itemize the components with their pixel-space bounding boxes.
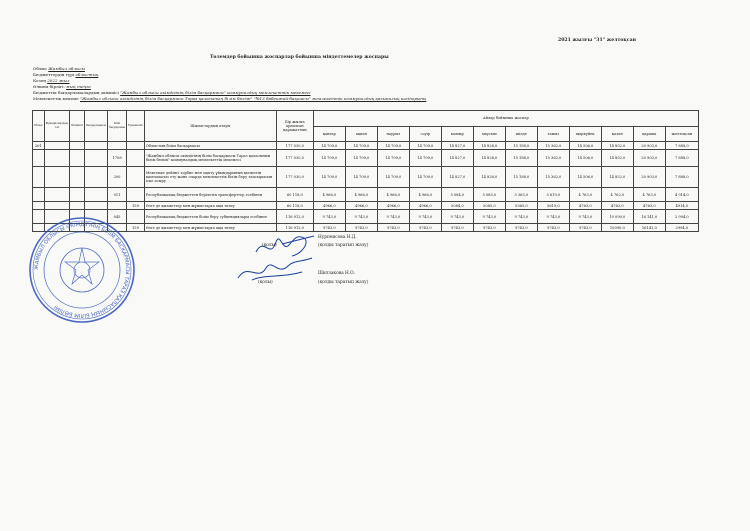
monthly-value: 14 709,0 xyxy=(409,142,441,150)
meta-label: Бюджеттік бағдарламалардың әкімшісі xyxy=(33,90,119,95)
annual-total: 60 118,0 xyxy=(276,188,313,202)
classification-code xyxy=(127,142,145,150)
month-header: тамыз xyxy=(537,126,569,142)
svg-text:ЖАМБЫЛ ОБЛЫСЫ ӘКІМДІГІНІҢ БІЛІ xyxy=(34,222,130,318)
monthly-value: 14 852,0 xyxy=(601,142,633,150)
table-row xyxy=(33,150,699,167)
classification-code: 011 xyxy=(108,188,127,202)
meta-label: Өлшем бірлігі: xyxy=(33,84,65,89)
monthly-value: 4966,0 xyxy=(377,202,409,210)
meta-region xyxy=(33,66,85,71)
monthly-value: 14 827,0 xyxy=(441,167,473,188)
monthly-value: 14 709,0 xyxy=(377,142,409,150)
monthly-value: 14 709,0 xyxy=(409,150,441,167)
meta-period xyxy=(33,78,70,83)
monthly-value: 15 188,0 xyxy=(505,150,537,167)
month-header: мамыр xyxy=(441,126,473,142)
meta-budget-type xyxy=(33,72,98,77)
monthly-value: 20 903,0 xyxy=(633,167,665,188)
classification-code xyxy=(70,188,85,202)
monthly-value: 7 888,0 xyxy=(665,150,698,167)
classification-code xyxy=(33,202,45,210)
expense-name: Облыстың білім басқармасы xyxy=(144,142,276,150)
official-stamp xyxy=(27,216,137,324)
annual-total: 60 118,0 xyxy=(276,202,313,210)
monthly-value: 5619,0 xyxy=(537,202,569,210)
monthly-value: 14 506,0 xyxy=(569,150,601,167)
signer-2-decode-caption: (қолды таратып жазу) xyxy=(318,280,369,285)
meta-value: "Жамбыл облысы әкімдігінің білім басқармасы" коммуналдық мемлекеттік мекемесі xyxy=(120,90,311,95)
monthly-value: 14 506,0 xyxy=(569,167,601,188)
signer-1-name: Нурпеисова Н.Д. xyxy=(318,235,357,240)
monthly-value: 14 709,0 xyxy=(409,167,441,188)
month-header: қыркүйек xyxy=(569,126,601,142)
monthly-value: 14 852,0 xyxy=(601,150,633,167)
column-header: Бағдарламасы xyxy=(85,111,108,142)
classification-code xyxy=(44,142,69,150)
monthly-value: 9 743,0 xyxy=(345,210,377,224)
classification-code xyxy=(70,202,85,210)
monthly-value: 14 852,0 xyxy=(601,167,633,188)
monthly-value: 10090,0 xyxy=(601,224,633,232)
classification-code xyxy=(70,167,85,188)
stamp-ring-text: ЖАМБЫЛ ОБЛЫСЫ ӘКІМДІГІНІҢ БІЛІМ БАСҚАРМАСЫ ТАРАЗ ҚАЛАСЫНЫҢ БІЛІМ БӨЛІМІ xyxy=(33,221,131,319)
monthly-value: 4763,0 xyxy=(569,202,601,210)
meta-label: Бюджеттердің түрі xyxy=(33,72,75,77)
meta-label: Кезең xyxy=(33,78,46,83)
month-header: маусым xyxy=(473,126,505,142)
monthly-value: 14 828,0 xyxy=(473,142,505,150)
monthly-value: 4762,0 xyxy=(601,202,633,210)
monthly-value: 5 085,0 xyxy=(473,188,505,202)
classification-code xyxy=(85,202,108,210)
monthly-value: 4966,0 xyxy=(409,202,441,210)
monthly-value: 9743,0 xyxy=(505,224,537,232)
classification-code: 159 xyxy=(127,224,145,232)
classification-code xyxy=(85,167,108,188)
signer-1-decode-caption: (қолды таратып жазу) xyxy=(318,243,369,248)
meta-label: Мемлекеттік мекеме xyxy=(33,96,79,101)
column-header-total: Бір жылға арналған қаражаттың xyxy=(276,111,313,142)
classification-code xyxy=(70,150,85,167)
meta-value: "Жамбыл облысы әкімдігінің білім басқармасы Тараз қаласының білім бөлімі" "№13 бөбекжай-бақшасы" мемлекеттік коммуналдық қазыналық кәсіпорыны xyxy=(80,96,427,101)
monthly-value: 9743,0 xyxy=(345,224,377,232)
monthly-value: 5 619,0 xyxy=(537,188,569,202)
monthly-value: 5 084,0 xyxy=(441,188,473,202)
monthly-value: 14 709,0 xyxy=(345,142,377,150)
monthly-value: 5085,0 xyxy=(473,202,505,210)
monthly-value: 4 966,0 xyxy=(345,188,377,202)
monthly-value: 5 365,0 xyxy=(505,188,537,202)
month-header: қазан xyxy=(601,126,633,142)
classification-code: 045 xyxy=(108,210,127,224)
monthly-value: 7 888,0 xyxy=(665,142,698,150)
expense-name: Республикалық бюджеттен білім беру субвенциялары есебінен xyxy=(144,210,276,224)
monthly-value: 9743,0 xyxy=(569,224,601,232)
classification-code: 200 xyxy=(108,167,127,188)
monthly-value: 15 362,0 xyxy=(537,142,569,150)
classification-code xyxy=(127,167,145,188)
monthly-value: 14 827,0 xyxy=(441,142,473,150)
meta-value: 2022 жыл xyxy=(47,78,70,83)
monthly-value: 14 709,0 xyxy=(345,150,377,167)
monthly-value: 9 743,0 xyxy=(441,210,473,224)
column-header: Ерекшелік xyxy=(127,111,145,142)
classification-code xyxy=(108,142,127,150)
classification-code xyxy=(33,150,45,167)
monthly-value: 16141,0 xyxy=(633,224,665,232)
expense-name: Өзге де қызметтер мен жұмыстарға ақы төлеу xyxy=(144,202,276,210)
monthly-value: 15 188,0 xyxy=(505,167,537,188)
monthly-value: 9 743,0 xyxy=(377,210,409,224)
table-row xyxy=(33,202,699,210)
monthly-value: 5365,0 xyxy=(505,202,537,210)
monthly-value: 16 141,0 xyxy=(633,210,665,224)
signer-2-sign-caption: (қолы) xyxy=(258,280,273,285)
monthly-value: 15 362,0 xyxy=(537,167,569,188)
month-header: ақпан xyxy=(345,126,377,142)
classification-code xyxy=(44,150,69,167)
monthly-value: 14 709,0 xyxy=(377,167,409,188)
monthly-value: 4763,0 xyxy=(633,202,665,210)
classification-code xyxy=(33,167,45,188)
monthly-value: 7 888,0 xyxy=(665,167,698,188)
table-row xyxy=(33,188,699,202)
monthly-value: 4 763,0 xyxy=(569,188,601,202)
classification-code xyxy=(33,188,45,202)
monthly-value: 4914,0 xyxy=(665,202,698,210)
monthly-value: 2994,0 xyxy=(665,224,698,232)
classification-code xyxy=(108,202,127,210)
monthly-value: 14 709,0 xyxy=(313,167,345,188)
classification-code xyxy=(85,150,108,167)
column-header-months-group: Айлар бойынша жоспар xyxy=(313,111,698,127)
classification-code xyxy=(44,188,69,202)
table-row xyxy=(33,167,699,188)
classification-code xyxy=(70,142,85,150)
column-header-name: Шығыстардың атауы xyxy=(144,111,276,142)
monthly-value: 9 743,0 xyxy=(473,210,505,224)
monthly-value: 14 828,0 xyxy=(473,167,505,188)
monthly-value: 9743,0 xyxy=(409,224,441,232)
classification-code xyxy=(44,202,69,210)
monthly-value: 4 966,0 xyxy=(409,188,441,202)
plan-table xyxy=(32,110,699,232)
approval-date: 2021 жылғы "31" желтоқсан xyxy=(558,38,636,43)
monthly-value: 4 966,0 xyxy=(377,188,409,202)
monthly-value: 14 827,0 xyxy=(441,150,473,167)
classification-code: 159 xyxy=(127,202,145,210)
monthly-value: 15 188,0 xyxy=(505,142,537,150)
monthly-value: 20 903,0 xyxy=(633,142,665,150)
annual-total: 116 912,0 xyxy=(276,210,313,224)
monthly-value: 4 763,0 xyxy=(633,188,665,202)
table-header-row xyxy=(33,111,699,127)
meta-label: Облыс xyxy=(33,66,47,71)
meta-value: облыстық xyxy=(75,72,99,77)
column-header: Облыс xyxy=(33,111,45,142)
signature-2-scribble xyxy=(232,252,322,288)
monthly-value: 20 903,0 xyxy=(633,150,665,167)
monthly-value: 14 709,0 xyxy=(377,150,409,167)
annual-total: 177 030,0 xyxy=(276,167,313,188)
monthly-value: 9743,0 xyxy=(537,224,569,232)
column-header: Әкімшісі xyxy=(70,111,85,142)
monthly-value: 10 090,0 xyxy=(601,210,633,224)
expense-name: Мектепке дейінгі тәрбие мен оқыту ұйымдарының қызметін қамтамасыз ету және оларда мемлекеттік білім беру тапсырысын іске асыру xyxy=(144,167,276,188)
signer-1-sign-caption: (қолы) xyxy=(262,243,277,248)
monthly-value: 9 743,0 xyxy=(537,210,569,224)
monthly-value: 9 743,0 xyxy=(505,210,537,224)
annual-total: 177 030,0 xyxy=(276,142,313,150)
table-row xyxy=(33,142,699,150)
meta-unit xyxy=(33,84,91,89)
monthly-value: 9 743,0 xyxy=(569,210,601,224)
monthly-value: 4966,0 xyxy=(345,202,377,210)
expense-name: Өзге де қызметтер мен жұмыстарға ақы төлеу xyxy=(144,224,276,232)
monthly-value: 14 709,0 xyxy=(313,150,345,167)
month-header: сәуір xyxy=(409,126,441,142)
annual-total: 177 030,0 xyxy=(276,150,313,167)
month-header: наурыз xyxy=(377,126,409,142)
classification-code xyxy=(85,142,108,150)
monthly-value: 14 506,0 xyxy=(569,142,601,150)
expense-name: Республикалық бюджеттен берілетін трансферттер есебінен xyxy=(144,188,276,202)
meta-administrator xyxy=(33,90,311,95)
signer-2-name: Шилзакова Н.О. xyxy=(318,271,356,276)
column-header: Кіші бағдарлама xyxy=(108,111,127,142)
expense-name: "Жамбыл облысы әкімдігінің білім басқармасы Тараз қаласының білім бөлімі" коммуналдық мемлекеттік мекемесі xyxy=(144,150,276,167)
month-header: қараша xyxy=(633,126,665,142)
classification-code xyxy=(127,188,145,202)
monthly-value: 15 362,0 xyxy=(537,150,569,167)
monthly-value: 9743,0 xyxy=(473,224,505,232)
monthly-value: 4 914,0 xyxy=(665,188,698,202)
monthly-value: 9743,0 xyxy=(377,224,409,232)
document-title: Төлемдер бойынша жоспарлар бойынша міндеттемелер жоспары xyxy=(210,55,389,60)
monthly-value: 4 762,0 xyxy=(601,188,633,202)
monthly-value: 5084,0 xyxy=(441,202,473,210)
monthly-value: 9743,0 xyxy=(441,224,473,232)
meta-value: Жамбыл облысы xyxy=(48,66,86,71)
monthly-value: 4 966,0 xyxy=(313,188,345,202)
classification-code: 1708 xyxy=(108,150,127,167)
meta-institution xyxy=(33,96,426,101)
meta-value: мың теңге xyxy=(66,84,91,89)
classification-code xyxy=(44,167,69,188)
classification-code xyxy=(85,188,108,202)
classification-code: 261 xyxy=(33,142,45,150)
monthly-value: 14 709,0 xyxy=(345,167,377,188)
monthly-value: 2 994,0 xyxy=(665,210,698,224)
classification-code xyxy=(127,150,145,167)
monthly-value: 9743,0 xyxy=(313,224,345,232)
month-header: желтоқсан xyxy=(665,126,698,142)
monthly-value: 9 743,0 xyxy=(313,210,345,224)
month-header: шілде xyxy=(505,126,537,142)
monthly-value: 14 828,0 xyxy=(473,150,505,167)
column-header: Функционалдық топ xyxy=(44,111,69,142)
monthly-value: 9 743,0 xyxy=(409,210,441,224)
monthly-value: 14 709,0 xyxy=(313,142,345,150)
month-header: қаңтар xyxy=(313,126,345,142)
monthly-value: 4966,0 xyxy=(313,202,345,210)
annual-total: 116 912,0 xyxy=(276,224,313,232)
